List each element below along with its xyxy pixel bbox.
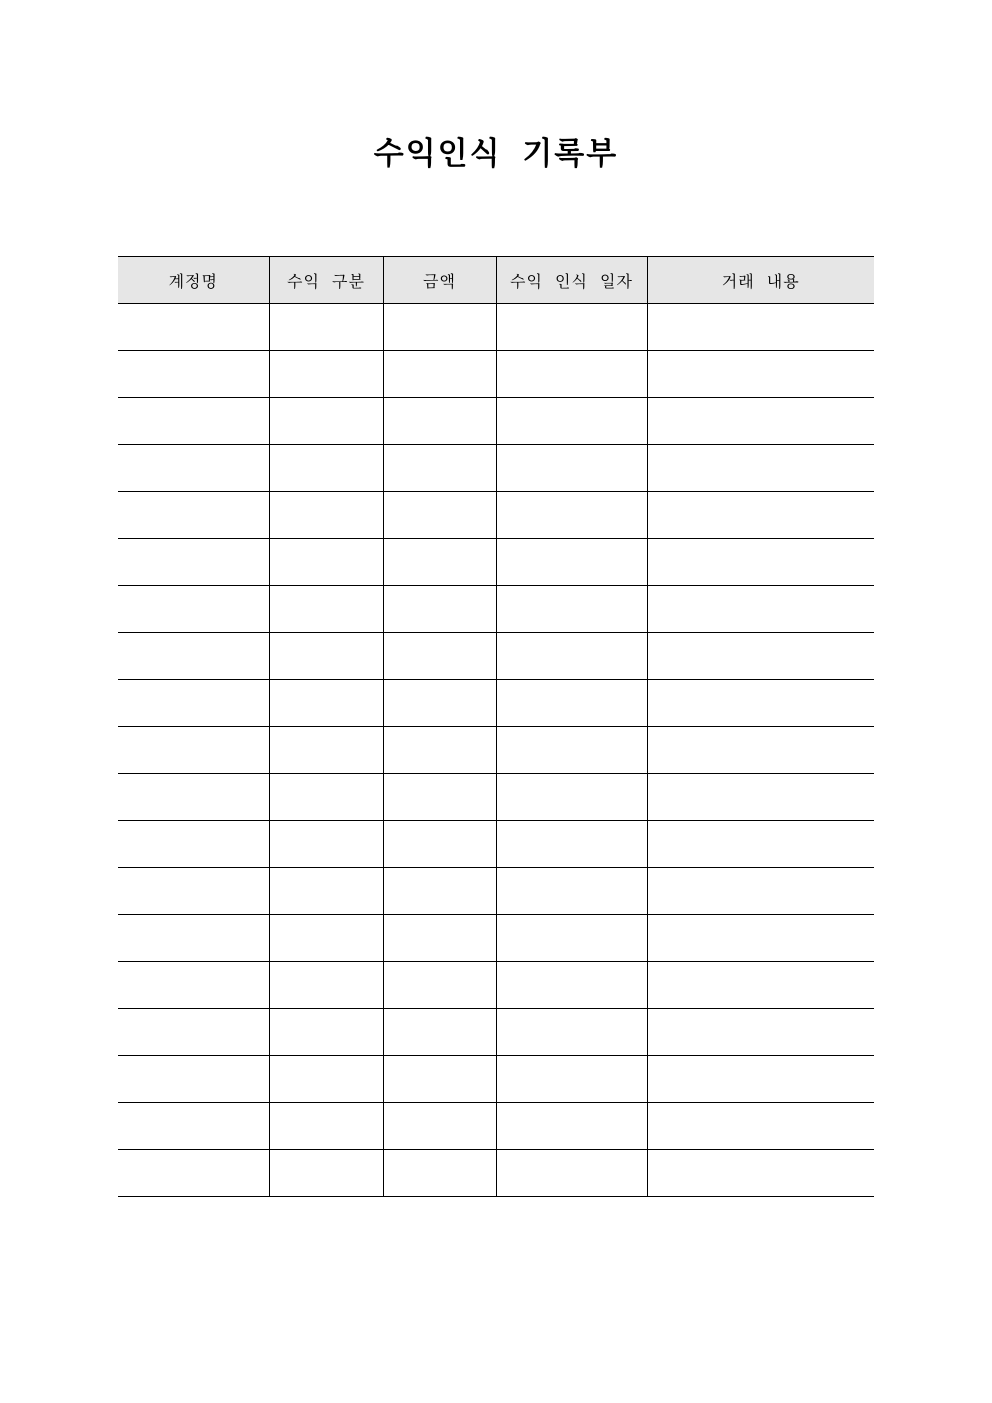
recognition-date-cell[interactable] bbox=[496, 351, 647, 398]
revenue-type-cell[interactable] bbox=[269, 398, 383, 445]
amount-cell[interactable] bbox=[383, 774, 496, 821]
column-header-revenue-type: 수익 구분 bbox=[269, 257, 383, 304]
revenue-type-cell[interactable] bbox=[269, 1103, 383, 1150]
amount-cell[interactable] bbox=[383, 1009, 496, 1056]
transaction-details-cell[interactable] bbox=[647, 351, 874, 398]
revenue-type-cell[interactable] bbox=[269, 539, 383, 586]
revenue-type-cell[interactable] bbox=[269, 868, 383, 915]
recognition-date-cell[interactable] bbox=[496, 398, 647, 445]
table-row bbox=[118, 868, 874, 915]
recognition-date-cell[interactable] bbox=[496, 821, 647, 868]
transaction-details-cell[interactable] bbox=[647, 445, 874, 492]
table-row bbox=[118, 727, 874, 774]
table-row bbox=[118, 586, 874, 633]
table-row bbox=[118, 633, 874, 680]
revenue-type-cell[interactable] bbox=[269, 1056, 383, 1103]
recognition-date-cell[interactable] bbox=[496, 304, 647, 351]
recognition-date-cell[interactable] bbox=[496, 539, 647, 586]
account-name-cell[interactable] bbox=[118, 586, 269, 633]
revenue-type-cell[interactable] bbox=[269, 586, 383, 633]
account-name-cell[interactable] bbox=[118, 1009, 269, 1056]
revenue-type-cell[interactable] bbox=[269, 351, 383, 398]
account-name-cell[interactable] bbox=[118, 445, 269, 492]
transaction-details-cell[interactable] bbox=[647, 915, 874, 962]
amount-cell[interactable] bbox=[383, 868, 496, 915]
table-row bbox=[118, 774, 874, 821]
table-row bbox=[118, 680, 874, 727]
account-name-cell[interactable] bbox=[118, 774, 269, 821]
recognition-date-cell[interactable] bbox=[496, 868, 647, 915]
amount-cell[interactable] bbox=[383, 727, 496, 774]
recognition-date-cell[interactable] bbox=[496, 1103, 647, 1150]
table-row bbox=[118, 1103, 874, 1150]
revenue-type-cell[interactable] bbox=[269, 304, 383, 351]
recognition-date-cell[interactable] bbox=[496, 680, 647, 727]
revenue-type-cell[interactable] bbox=[269, 962, 383, 1009]
column-header-transaction-details: 거래 내용 bbox=[647, 257, 874, 304]
recognition-date-cell[interactable] bbox=[496, 586, 647, 633]
account-name-cell[interactable] bbox=[118, 1103, 269, 1150]
revenue-type-cell[interactable] bbox=[269, 492, 383, 539]
recognition-date-cell[interactable] bbox=[496, 1056, 647, 1103]
table-row bbox=[118, 1056, 874, 1103]
transaction-details-cell[interactable] bbox=[647, 680, 874, 727]
table-header-row bbox=[118, 257, 874, 304]
amount-cell[interactable] bbox=[383, 962, 496, 1009]
amount-cell[interactable] bbox=[383, 398, 496, 445]
revenue-type-cell[interactable] bbox=[269, 445, 383, 492]
amount-cell[interactable] bbox=[383, 351, 496, 398]
table-row bbox=[118, 445, 874, 492]
transaction-details-cell[interactable] bbox=[647, 492, 874, 539]
account-name-cell[interactable] bbox=[118, 868, 269, 915]
account-name-cell[interactable] bbox=[118, 1150, 269, 1197]
column-header-account-name: 계정명 bbox=[118, 257, 269, 304]
table-row bbox=[118, 492, 874, 539]
revenue-type-cell[interactable] bbox=[269, 1009, 383, 1056]
table-row bbox=[118, 915, 874, 962]
recognition-date-cell[interactable] bbox=[496, 633, 647, 680]
amount-cell[interactable] bbox=[383, 915, 496, 962]
transaction-details-cell[interactable] bbox=[647, 398, 874, 445]
recognition-date-cell[interactable] bbox=[496, 727, 647, 774]
table-row bbox=[118, 304, 874, 351]
table-row bbox=[118, 1009, 874, 1056]
recognition-date-cell[interactable] bbox=[496, 1009, 647, 1056]
account-name-cell[interactable] bbox=[118, 633, 269, 680]
recognition-date-cell[interactable] bbox=[496, 774, 647, 821]
column-header-recognition-date: 수익 인식 일자 bbox=[496, 257, 647, 304]
page-title: 수익인식 기록부 bbox=[373, 136, 619, 172]
transaction-details-cell[interactable] bbox=[647, 1009, 874, 1056]
transaction-details-cell[interactable] bbox=[647, 1150, 874, 1197]
recognition-date-cell[interactable] bbox=[496, 962, 647, 1009]
recognition-date-cell[interactable] bbox=[496, 492, 647, 539]
amount-cell[interactable] bbox=[383, 586, 496, 633]
revenue-type-cell[interactable] bbox=[269, 680, 383, 727]
amount-cell[interactable] bbox=[383, 304, 496, 351]
revenue-type-cell[interactable] bbox=[269, 633, 383, 680]
transaction-details-cell[interactable] bbox=[647, 539, 874, 586]
recognition-date-cell[interactable] bbox=[496, 445, 647, 492]
transaction-details-cell[interactable] bbox=[647, 633, 874, 680]
account-name-cell[interactable] bbox=[118, 962, 269, 1009]
transaction-details-cell[interactable] bbox=[647, 868, 874, 915]
account-name-cell[interactable] bbox=[118, 821, 269, 868]
amount-cell[interactable] bbox=[383, 633, 496, 680]
amount-cell[interactable] bbox=[383, 1103, 496, 1150]
account-name-cell[interactable] bbox=[118, 398, 269, 445]
transaction-details-cell[interactable] bbox=[647, 1056, 874, 1103]
table-body bbox=[118, 304, 874, 1197]
revenue-type-cell[interactable] bbox=[269, 821, 383, 868]
table-row bbox=[118, 821, 874, 868]
revenue-recognition-table bbox=[118, 256, 874, 1197]
transaction-details-cell[interactable] bbox=[647, 821, 874, 868]
amount-cell[interactable] bbox=[383, 492, 496, 539]
transaction-details-cell[interactable] bbox=[647, 962, 874, 1009]
transaction-details-cell[interactable] bbox=[647, 774, 874, 821]
amount-cell[interactable] bbox=[383, 1150, 496, 1197]
account-name-cell[interactable] bbox=[118, 1056, 269, 1103]
transaction-details-cell[interactable] bbox=[647, 304, 874, 351]
transaction-details-cell[interactable] bbox=[647, 727, 874, 774]
table-row bbox=[118, 962, 874, 1009]
revenue-type-cell[interactable] bbox=[269, 915, 383, 962]
account-name-cell[interactable] bbox=[118, 915, 269, 962]
account-name-cell[interactable] bbox=[118, 304, 269, 351]
column-header-amount: 금액 bbox=[383, 257, 496, 304]
amount-cell[interactable] bbox=[383, 539, 496, 586]
transaction-details-cell[interactable] bbox=[647, 1103, 874, 1150]
account-name-cell[interactable] bbox=[118, 351, 269, 398]
transaction-details-cell[interactable] bbox=[647, 586, 874, 633]
account-name-cell[interactable] bbox=[118, 492, 269, 539]
amount-cell[interactable] bbox=[383, 1056, 496, 1103]
amount-cell[interactable] bbox=[383, 821, 496, 868]
account-name-cell[interactable] bbox=[118, 727, 269, 774]
account-name-cell[interactable] bbox=[118, 539, 269, 586]
recognition-date-cell[interactable] bbox=[496, 915, 647, 962]
revenue-type-cell[interactable] bbox=[269, 774, 383, 821]
amount-cell[interactable] bbox=[383, 445, 496, 492]
amount-cell[interactable] bbox=[383, 680, 496, 727]
table-row bbox=[118, 398, 874, 445]
table-row bbox=[118, 1150, 874, 1197]
table-row bbox=[118, 351, 874, 398]
revenue-type-cell[interactable] bbox=[269, 727, 383, 774]
table-row bbox=[118, 539, 874, 586]
account-name-cell[interactable] bbox=[118, 680, 269, 727]
recognition-date-cell[interactable] bbox=[496, 1150, 647, 1197]
revenue-type-cell[interactable] bbox=[269, 1150, 383, 1197]
